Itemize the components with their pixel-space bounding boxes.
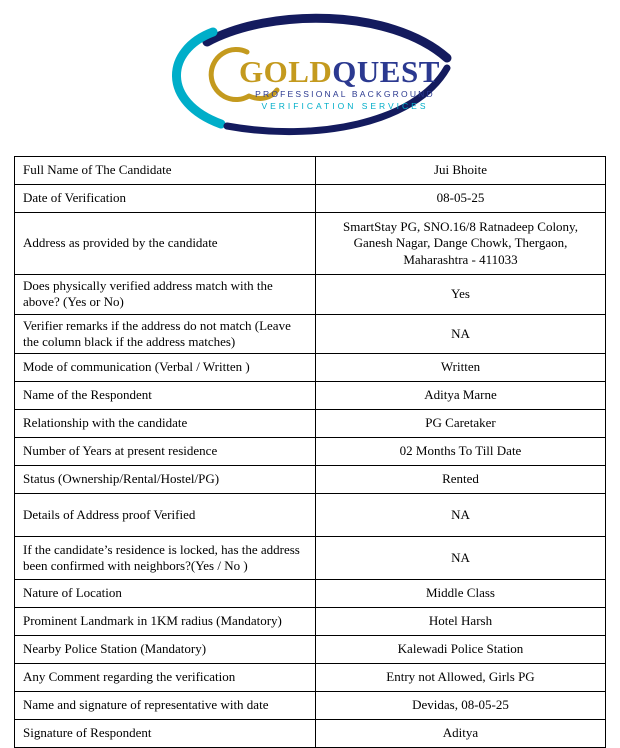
field-label: Relationship with the candidate <box>15 410 316 438</box>
table-row-address-match <box>15 275 606 315</box>
table-row-address-proof <box>15 494 606 537</box>
logo-tagline-1: PROFESSIONAL BACKGROUND <box>255 89 435 99</box>
field-value: NA <box>316 494 606 537</box>
field-label: Full Name of The Candidate <box>15 157 316 185</box>
field-label: Address as provided by the candidate <box>15 213 316 275</box>
table-row-nature-of-location <box>15 580 606 608</box>
table-row-candidate-name <box>15 157 606 185</box>
logo-brand-text <box>239 54 440 89</box>
table-row-address <box>15 213 606 275</box>
field-value: Middle Class <box>316 580 606 608</box>
field-label: Name and signature of representative with date <box>15 692 316 720</box>
field-value: 02 Months To Till Date <box>316 438 606 466</box>
table-row-relationship <box>15 410 606 438</box>
field-label: Prominent Landmark in 1KM radius (Mandatory) <box>15 608 316 636</box>
goldquest-logo-graphic <box>155 8 465 144</box>
field-value: Written <box>316 354 606 382</box>
field-label: Signature of Respondent <box>15 720 316 748</box>
field-value: Hotel Harsh <box>316 608 606 636</box>
logo-crescent-left <box>176 32 221 124</box>
table-row-verifier-remarks <box>15 314 606 354</box>
verification-table <box>14 156 606 748</box>
table-row-landmark <box>15 608 606 636</box>
table-row-respondent-name <box>15 382 606 410</box>
table-row-verification-date <box>15 185 606 213</box>
field-value: NA <box>316 314 606 354</box>
table-row-police-station <box>15 636 606 664</box>
table-row-communication-mode <box>15 354 606 382</box>
field-value: NA <box>316 537 606 580</box>
logo-tagline-2: VERIFICATION SERVICES <box>261 101 429 111</box>
field-label: Nearby Police Station (Mandatory) <box>15 636 316 664</box>
table-row-years-at-residence <box>15 438 606 466</box>
table-row-representative-signature <box>15 692 606 720</box>
field-value: Jui Bhoite <box>316 157 606 185</box>
field-value: Aditya <box>316 720 606 748</box>
table-row-comment <box>15 664 606 692</box>
field-label: Any Comment regarding the verification <box>15 664 316 692</box>
table-row-residence-locked <box>15 537 606 580</box>
field-label: Verifier remarks if the address do not match (Leave the column black if the address matches) <box>15 314 316 354</box>
field-value: PG Caretaker <box>316 410 606 438</box>
field-value: Devidas, 08-05-25 <box>316 692 606 720</box>
field-value: Rented <box>316 466 606 494</box>
table-row-ownership-status <box>15 466 606 494</box>
field-value: 08-05-25 <box>316 185 606 213</box>
field-label: Number of Years at present residence <box>15 438 316 466</box>
field-value: Yes <box>316 275 606 315</box>
field-label: If the candidate’s residence is locked, has the address been confirmed with neighbors?(Yes / No ) <box>15 537 316 580</box>
logo-brand-gold: GOLD <box>239 54 333 89</box>
field-value: Aditya Marne <box>316 382 606 410</box>
field-label: Status (Ownership/Rental/Hostel/PG) <box>15 466 316 494</box>
field-label: Mode of communication (Verbal / Written ) <box>15 354 316 382</box>
field-label: Details of Address proof Verified <box>15 494 316 537</box>
logo-brand-quest: QUEST <box>332 54 440 89</box>
field-label: Does physically verified address match with the above? (Yes or No) <box>15 275 316 315</box>
field-value: Kalewadi Police Station <box>316 636 606 664</box>
field-value: SmartStay PG, SNO.16/8 Ratnadeep Colony, Ganesh Nagar, Dange Chowk, Thergaon, Maharashtra - 411033 <box>316 213 606 275</box>
field-label: Nature of Location <box>15 580 316 608</box>
field-value: Entry not Allowed, Girls PG <box>316 664 606 692</box>
table-row-respondent-signature <box>15 720 606 748</box>
field-label: Date of Verification <box>15 185 316 213</box>
field-label: Name of the Respondent <box>15 382 316 410</box>
goldquest-logo <box>0 6 620 146</box>
